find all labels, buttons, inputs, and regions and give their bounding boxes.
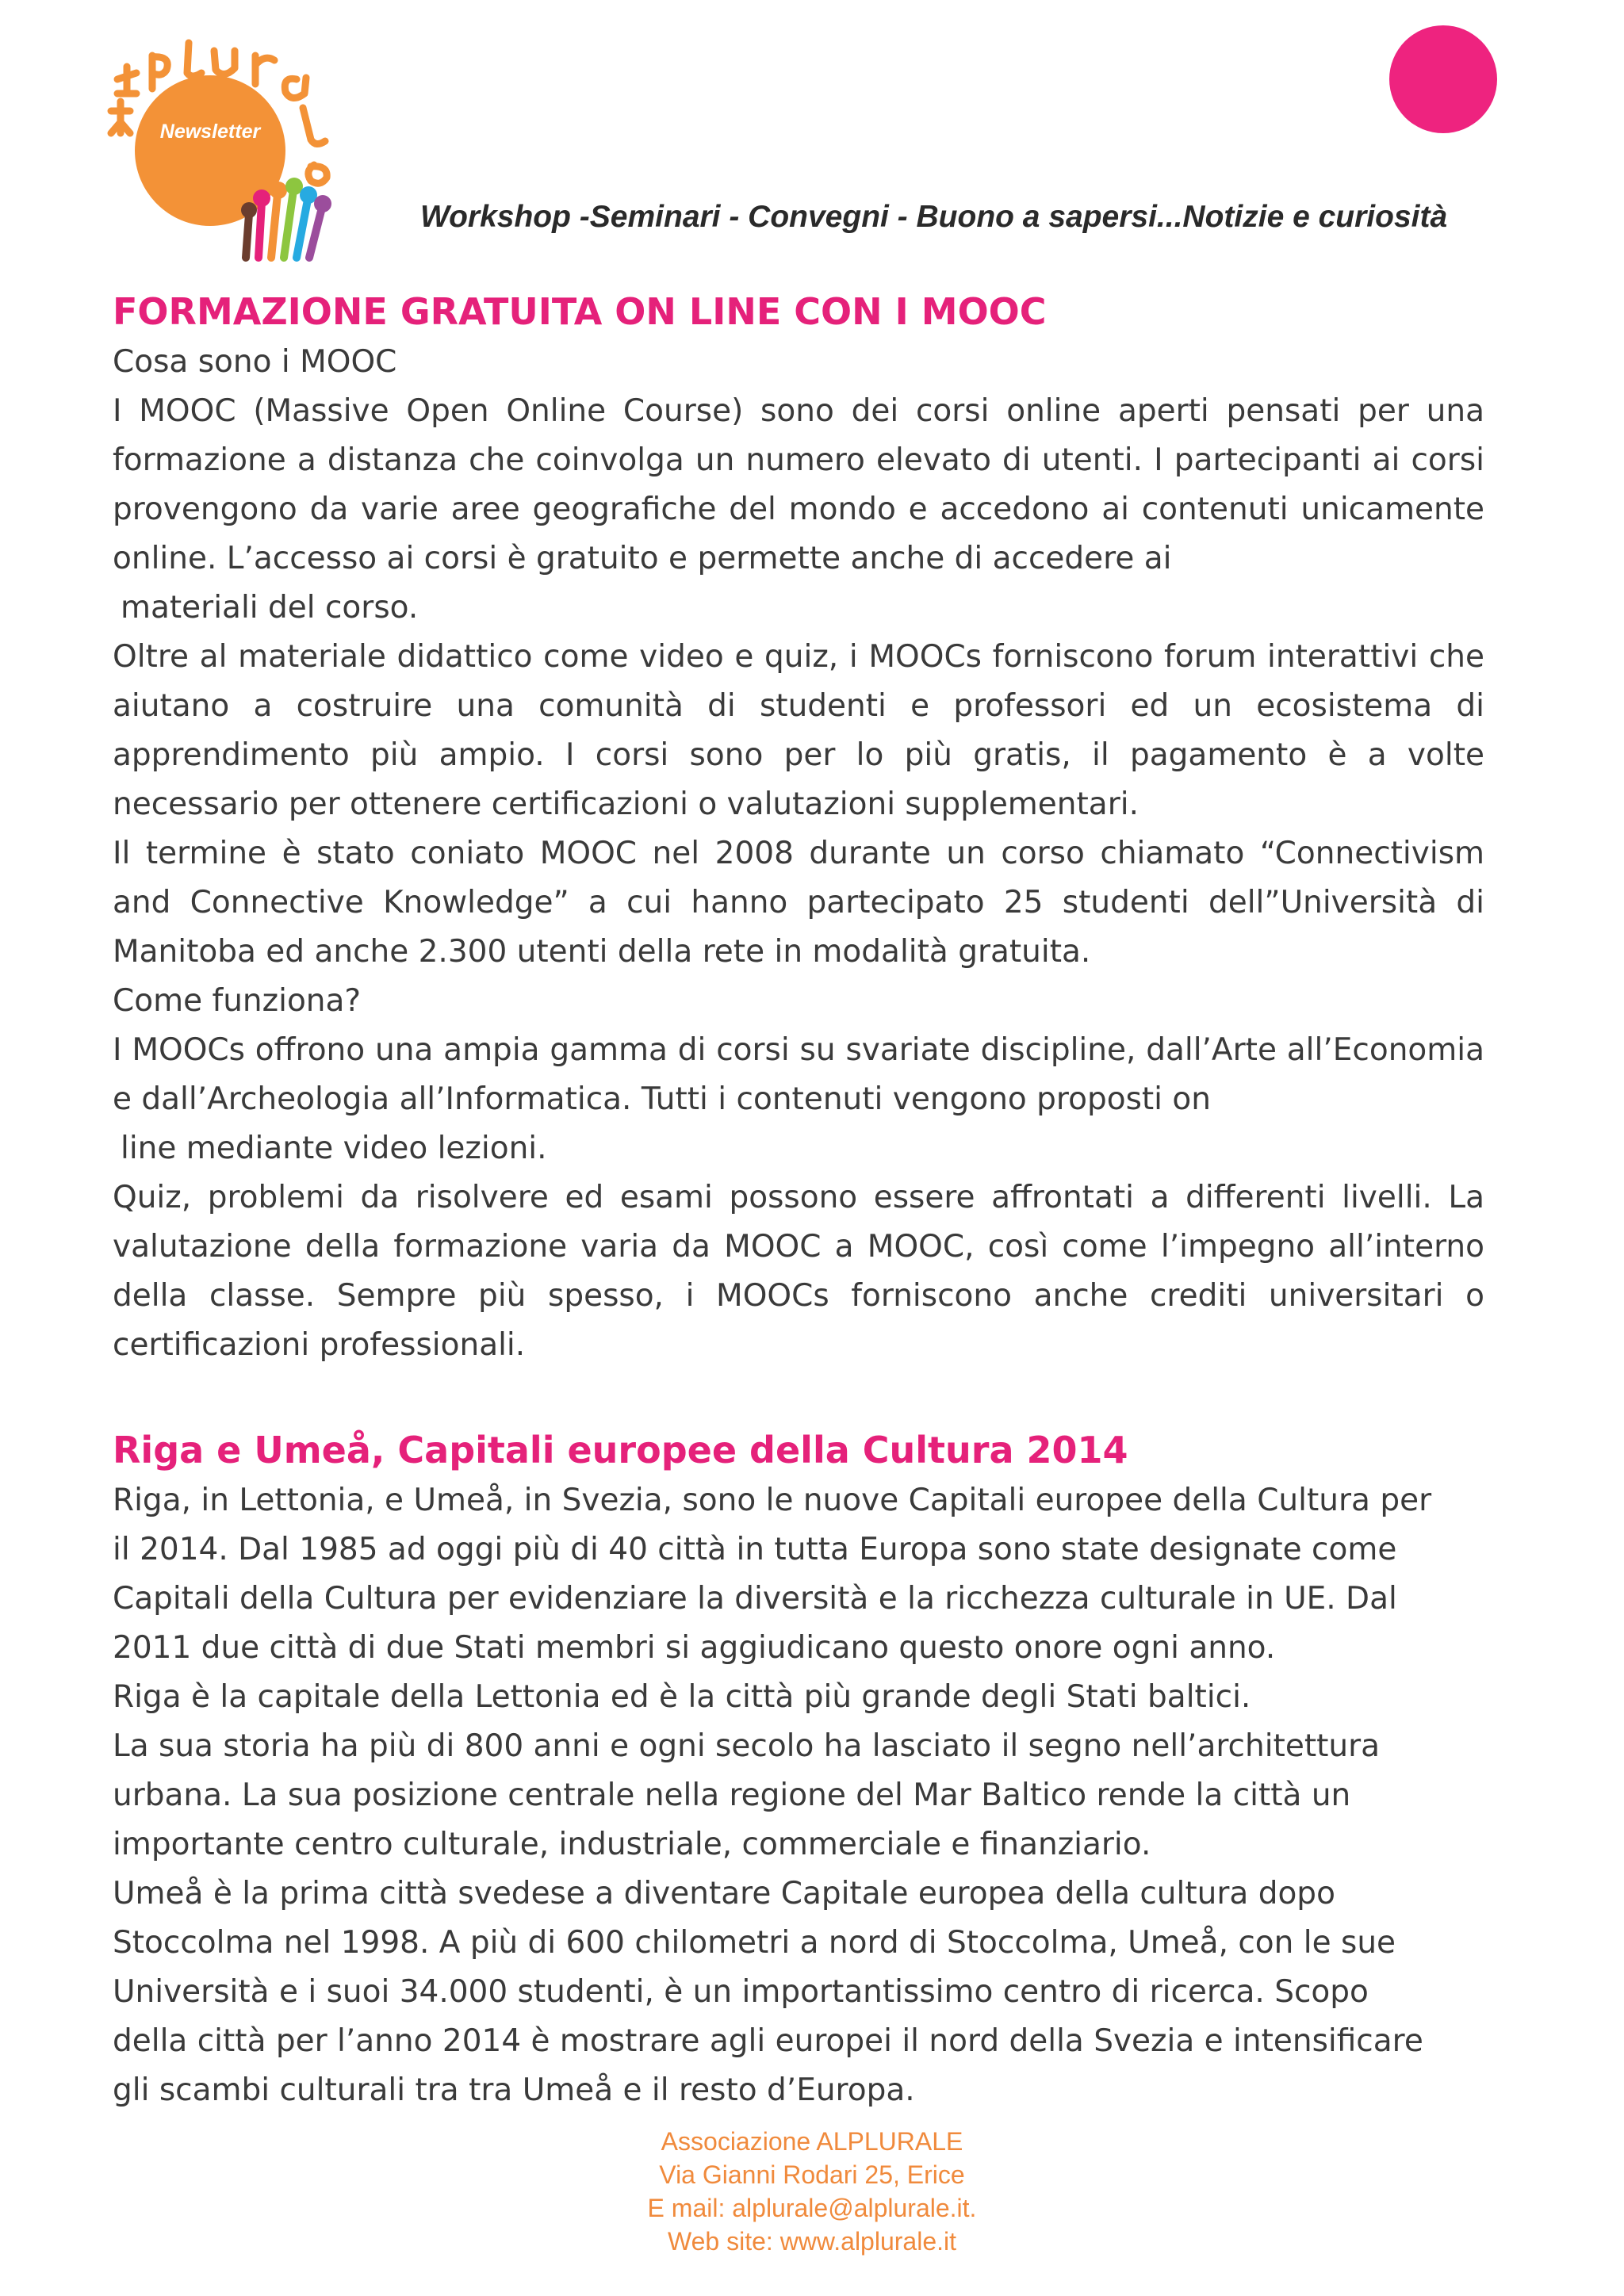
article-subheading: Cosa sono i MOOC [113, 344, 397, 380]
footer-email: E mail: alplurale@alplurale.it. [647, 2194, 977, 2222]
article-capitals-of-culture [113, 1424, 1484, 2115]
footer-website: Web site: www.alplurale.it [668, 2227, 956, 2256]
article-line: Riga è la capitale della Lettonia ed è la città più grande degli Stati baltici. [113, 1679, 1251, 1715]
article-paragraph: I MOOCs offrono una ampia gamma di corsi su svariate discipline, dall’Arte all’Economia e dall’Archeologia all’Informatica. Tutti i contenuti vengono proposti on [113, 1032, 1484, 1117]
footer-contact [0, 2125, 1624, 2258]
article-paragraph: I MOOC (Massive Open Online Course) sono dei corsi online aperti pensati per una formazione a distanza che coinvolga un numero elevato di utenti. I partecipanti ai corsi provengono da varie aree geografiche del mondo e accedono ai contenuti unicamente online. L’accesso ai corsi è gratuito e permette anche di accedere ai [113, 393, 1484, 576]
newsletter-logo [103, 32, 341, 262]
newsletter-tagline: Workshop -Seminari - Convegni - Buono a sapersi...Notizie e curiosità [420, 200, 1448, 234]
article-subheading: Come funziona? [113, 983, 362, 1019]
article-line: La sua storia ha più di 800 anni e ogni secolo ha lasciato il segno nell’architettura [113, 1728, 1381, 1764]
article-paragraph: Il termine è stato coniato MOOC nel 2008 durante un corso chiamato “Connectivism and Connective Knowledge” a cui hanno partecipato 25 studenti dell”Università di Manitoba ed anche 2.300 utenti della rete in modalità gratuita. [113, 836, 1484, 970]
article-title: FORMAZIONE GRATUITA ON LINE CON I MOOC [113, 290, 1047, 333]
article-line: 2011 due città di due Stati membri si aggiudicano questo onore ogni anno. [113, 1630, 1276, 1666]
article-paragraph: materiali del corso. [121, 590, 419, 626]
article-paragraph: Quiz, problemi da risolvere ed esami possono essere affrontati a differenti livelli. La valutazione della formazione varia da MOOC a MOOC, così come l’impegno all’interno della classe. Sempre più spesso, i MOOCs forniscono anche crediti universitari o certificazioni professionali. [113, 1180, 1484, 1363]
article-line: Università e i suoi 34.000 studenti, è un importantissimo centro di ricerca. Scopo [113, 1974, 1369, 2010]
article-line: urbana. La sua posizione centrale nella regione del Mar Baltico rende la città un [113, 1777, 1351, 1813]
article-line: Riga, in Lettonia, e Umeå, in Svezia, sono le nuove Capitali europee della Cultura per [113, 1483, 1432, 1518]
article-mooc [113, 285, 1484, 1370]
article-line: della città per l’anno 2014 è mostrare agli europei il nord della Svezia e intensificare [113, 2023, 1423, 2059]
article-title: Riga e Umeå, Capitali europee della Cultura 2014 [113, 1429, 1128, 1471]
article-paragraph: line mediante video lezioni. [121, 1131, 547, 1166]
logo-label: Newsletter [159, 121, 261, 143]
logo-graphic [103, 32, 341, 262]
article-line: importante centro culturale, industriale, commerciale e finanziario. [113, 1827, 1151, 1862]
pink-circle-decoration [1389, 25, 1497, 133]
article-paragraph: Oltre al materiale didattico come video e quiz, i MOOCs forniscono forum interattivi che aiutano a costruire una comunità di studenti e professori ed un ecosistema di apprendimento più ampio. I corsi sono per lo più gratis, il pagamento è a volte necessario per ottenere certificazioni o valutazioni supplementari. [113, 639, 1484, 822]
article-line: Capitali della Cultura per evidenziare la diversità e la ricchezza culturale in UE. Dal [113, 1581, 1397, 1617]
article-line: il 2014. Dal 1985 ad oggi più di 40 città in tutta Europa sono state designate come [113, 1532, 1397, 1567]
article-line: gli scambi culturali tra tra Umeå e il resto d’Europa. [113, 2072, 915, 2108]
article-line: Stoccolma nel 1998. A più di 600 chilometri a nord di Stoccolma, Umeå, con le sue [113, 1925, 1396, 1961]
footer-organization: Associazione ALPLURALE [661, 2127, 963, 2156]
article-line: Umeå è la prima città svedese a diventare Capitale europea della cultura dopo [113, 1876, 1335, 1911]
footer-address: Via Gianni Rodari 25, Erice [659, 2160, 965, 2189]
